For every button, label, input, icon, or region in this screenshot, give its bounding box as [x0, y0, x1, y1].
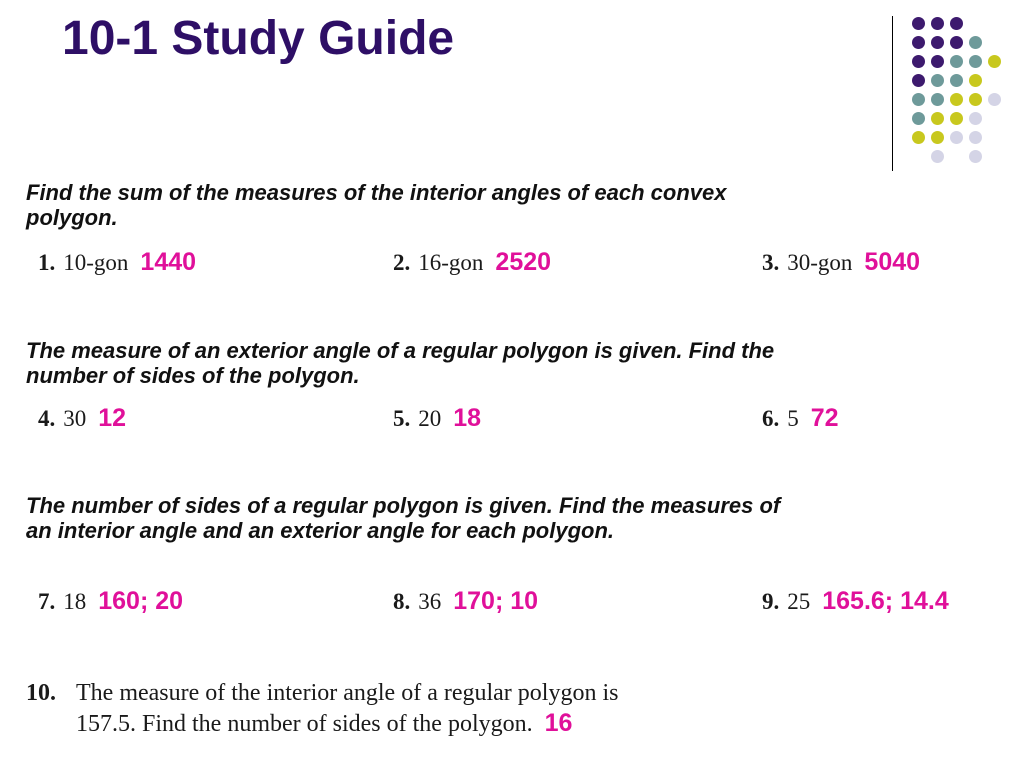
instruction-1: Find the sum of the measures of the interior angles of each convex polygon.	[26, 180, 727, 230]
problem-text: 16-gon	[418, 250, 484, 275]
answer: 16	[544, 709, 573, 737]
problem-7	[38, 587, 183, 616]
answer: 72	[810, 404, 839, 432]
decorative-dot	[950, 131, 963, 144]
decorative-dot	[931, 36, 944, 49]
problem-number: 10.	[26, 680, 56, 706]
decorative-dot	[912, 112, 925, 125]
decorative-dot	[969, 112, 982, 125]
decorative-dot	[950, 93, 963, 106]
decorative-dot	[950, 36, 963, 49]
problem-3	[762, 248, 920, 277]
decorative-dot	[931, 150, 944, 163]
decorative-dot	[969, 36, 982, 49]
decorative-dot	[931, 17, 944, 30]
instruction-2: The measure of an exterior angle of a regular polygon is given. Find the number of sides of the polygon.	[26, 338, 775, 388]
decorative-dot	[912, 93, 925, 106]
answer: 5040	[864, 248, 921, 276]
decorative-dot	[950, 17, 963, 30]
decorative-dot	[969, 93, 982, 106]
decorative-dot	[912, 131, 925, 144]
problem-text: 5	[787, 406, 799, 431]
answer: 18	[453, 404, 482, 432]
problem-8	[393, 587, 538, 616]
problem-text: 20	[418, 406, 442, 431]
problem-number: 9.	[762, 589, 780, 614]
problem-text: 18	[63, 589, 87, 614]
problem-2	[393, 248, 551, 277]
answer: 170; 10	[453, 587, 539, 615]
problem-number: 4.	[38, 406, 56, 431]
problem-text: 10-gon	[63, 250, 129, 275]
decorative-dot	[950, 74, 963, 87]
decorative-dot	[988, 93, 1001, 106]
decorative-dot	[969, 150, 982, 163]
problem-9	[762, 587, 949, 616]
decorative-dot	[931, 55, 944, 68]
problem-number: 7.	[38, 589, 56, 614]
problem-6	[762, 404, 839, 433]
problem-number: 2.	[393, 250, 411, 275]
decorative-dot	[931, 112, 944, 125]
decorative-dot	[969, 131, 982, 144]
problem-5	[393, 404, 481, 433]
decorative-dot	[912, 74, 925, 87]
problem-text: 30	[63, 406, 87, 431]
problem-number: 5.	[393, 406, 411, 431]
decorative-dot	[969, 74, 982, 87]
answer: 12	[98, 404, 127, 432]
page-title: 10-1 Study Guide	[62, 12, 455, 65]
instruction-3: The number of sides of a regular polygon is given. Find the measures of an interior angle and an exterior angle for each polygon.	[26, 493, 781, 543]
divider-line	[892, 16, 893, 171]
problem-1	[38, 248, 196, 277]
decorative-dot	[931, 93, 944, 106]
decorative-dot	[912, 17, 925, 30]
answer: 1440	[140, 248, 197, 276]
decorative-dot	[912, 55, 925, 68]
problem-text-line2: 157.5. Find the number of sides of the polygon.	[76, 711, 533, 737]
problem-number: 1.	[38, 250, 56, 275]
decorative-dot	[969, 55, 982, 68]
answer: 160; 20	[98, 587, 184, 615]
problem-text: 36	[418, 589, 442, 614]
problem-10	[26, 678, 618, 739]
problem-text-line1: The measure of the interior angle of a regular polygon is	[76, 680, 619, 706]
problem-number: 8.	[393, 589, 411, 614]
decorative-dot	[988, 55, 1001, 68]
decorative-dot	[912, 36, 925, 49]
decorative-dot	[931, 131, 944, 144]
problem-number: 6.	[762, 406, 780, 431]
decorative-dot	[950, 55, 963, 68]
answer: 165.6; 14.4	[822, 587, 949, 615]
decorative-dot	[931, 74, 944, 87]
problem-text: 25	[787, 589, 811, 614]
decorative-dot	[950, 112, 963, 125]
answer: 2520	[495, 248, 552, 276]
problem-number: 3.	[762, 250, 780, 275]
problem-4	[38, 404, 126, 433]
problem-text: 30-gon	[787, 250, 853, 275]
